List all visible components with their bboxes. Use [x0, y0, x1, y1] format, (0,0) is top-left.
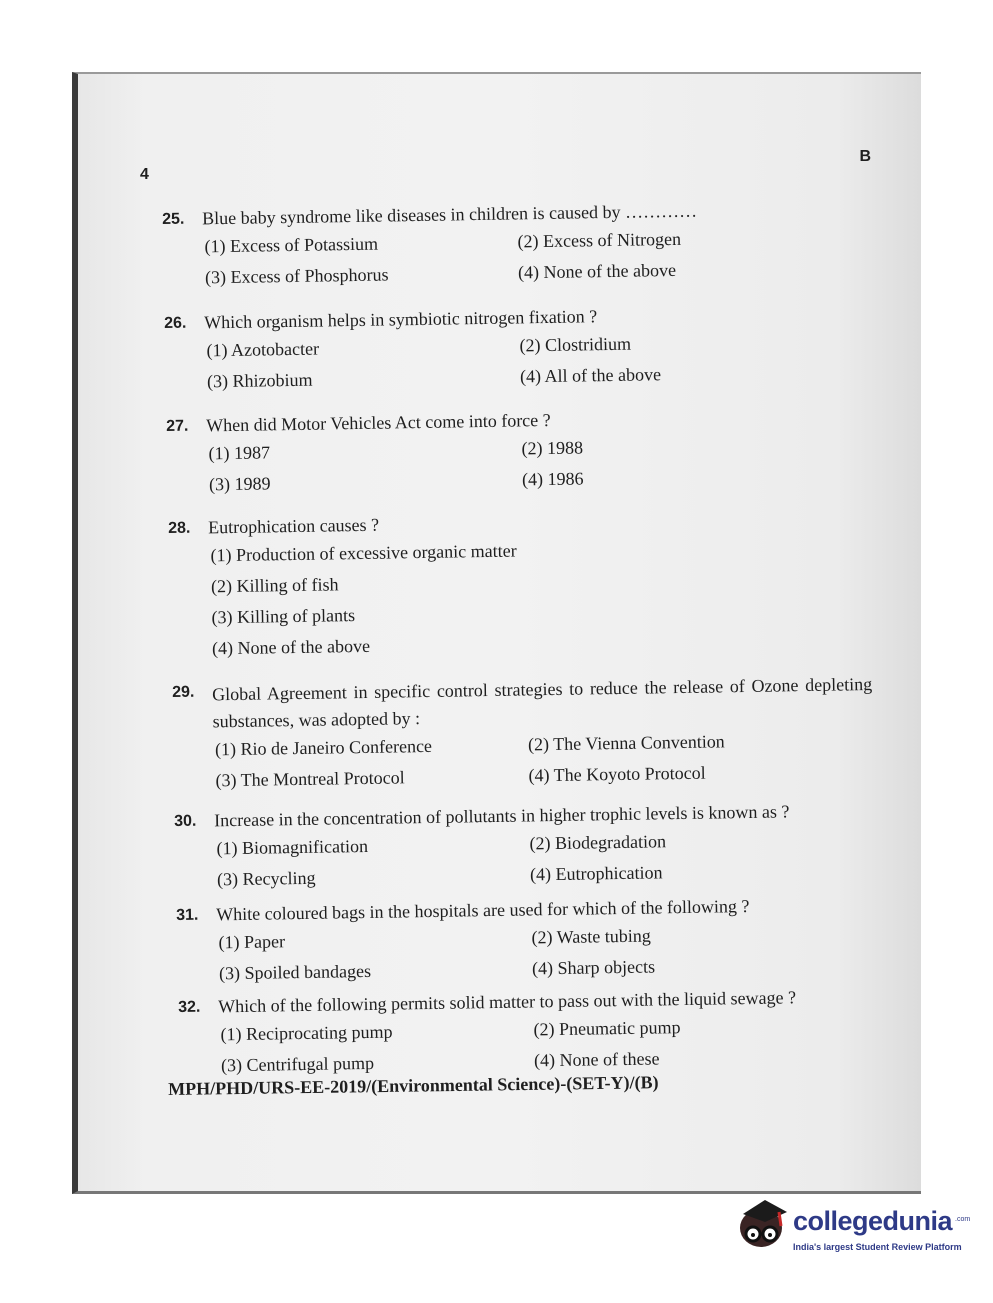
- question-text: When did Motor Vehicles Act come into force ?: [205, 409, 551, 436]
- option-4: (4) Eutrophication: [529, 862, 663, 885]
- paper-code-footer: MPH/PHD/URS-EE-2019/(Environmental Science)-(SET-Y)/(B): [168, 1072, 659, 1099]
- option-4: (4) 1986: [521, 468, 584, 490]
- brand-domain: .com: [955, 1216, 971, 1223]
- question-number: 28.: [168, 519, 191, 537]
- option-2: (2) Biodegradation: [529, 831, 667, 854]
- option-3: (3) Centrifugal pump: [220, 1052, 375, 1076]
- option-1: (1) Biomagnification: [216, 835, 369, 859]
- question-text: Which of the following permits solid matter to pass out with the liquid sewage ?: [217, 987, 797, 1017]
- question-number: 29.: [172, 683, 195, 701]
- option-2: (2) Excess of Nitrogen: [517, 228, 682, 252]
- option-2: (2) 1988: [521, 437, 584, 459]
- option-1: (1) Reciprocating pump: [220, 1021, 393, 1045]
- question-29: [172, 674, 873, 802]
- option-1: (1) Azotobacter: [206, 338, 320, 361]
- question-26: [164, 306, 662, 403]
- option-4: (4) Sharp objects: [531, 956, 656, 979]
- option-3: (3) Killing of plants: [211, 605, 356, 628]
- question-number: 25.: [162, 210, 185, 228]
- option-1: (1) Excess of Potassium: [204, 233, 379, 257]
- option-1: (1) Rio de Janeiro Conference: [214, 735, 433, 760]
- option-2: (2) Clostridium: [519, 333, 632, 356]
- option-2: (2) Pneumatic pump: [533, 1017, 681, 1040]
- question-25: [162, 200, 698, 299]
- option-4: (4) None of these: [533, 1048, 660, 1071]
- option-4: (4) None of the above: [211, 635, 371, 659]
- question-28: [168, 513, 518, 670]
- question-27: [166, 409, 584, 506]
- question-text: Eutrophication causes ?: [207, 514, 380, 538]
- option-2: (2) Killing of fish: [210, 574, 339, 597]
- question-30: [174, 801, 790, 901]
- option-1: (1) Production of excessive organic matter: [210, 540, 517, 566]
- collegedunia-logo: [735, 1198, 971, 1268]
- option-4: (4) All of the above: [519, 364, 662, 387]
- page-number: 4: [140, 166, 149, 183]
- question-text: Blue baby syndrome like diseases in children is caused by …………: [201, 200, 698, 229]
- option-1: (1) Paper: [218, 931, 286, 953]
- option-2: (2) The Vienna Convention: [527, 731, 725, 755]
- option-3: (3) 1989: [208, 473, 271, 495]
- option-3: (3) Spoiled bandages: [218, 960, 372, 984]
- question-number: 32.: [178, 998, 201, 1016]
- option-3: (3) The Montreal Protocol: [215, 767, 405, 791]
- option-2: (2) Waste tubing: [531, 925, 651, 948]
- question-number: 27.: [166, 417, 189, 435]
- question-number: 26.: [164, 314, 187, 332]
- question-text: Which organism helps in symbiotic nitrogen fixation ?: [203, 306, 598, 333]
- set-code: B: [859, 148, 871, 165]
- option-4: (4) The Koyoto Protocol: [528, 762, 706, 786]
- brand-tagline: India's largest Student Review Platform: [793, 1242, 962, 1252]
- option-3: (3) Rhizobium: [206, 369, 313, 392]
- option-4: (4) None of the above: [517, 259, 677, 283]
- question-text: Increase in the concentration of pollutants in higher trophic levels is known as ?: [213, 801, 790, 831]
- option-1: (1) 1987: [208, 442, 271, 464]
- option-3: (3) Recycling: [216, 867, 316, 890]
- question-text: White coloured bags in the hospitals are used for which of the following ?: [215, 895, 750, 925]
- question-number: 31.: [176, 906, 199, 924]
- mascot-icon: [735, 1198, 791, 1258]
- question-number: 30.: [174, 812, 197, 830]
- question-31: [176, 895, 750, 995]
- brand-name: collegedunia: [793, 1206, 953, 1236]
- scanned-page: [72, 72, 921, 1194]
- option-3: (3) Excess of Phosphorus: [204, 264, 389, 288]
- question-text: Global Agreement in specific control strategies to reduce the release of Ozone depleting substances, was adopted by :: [212, 674, 873, 732]
